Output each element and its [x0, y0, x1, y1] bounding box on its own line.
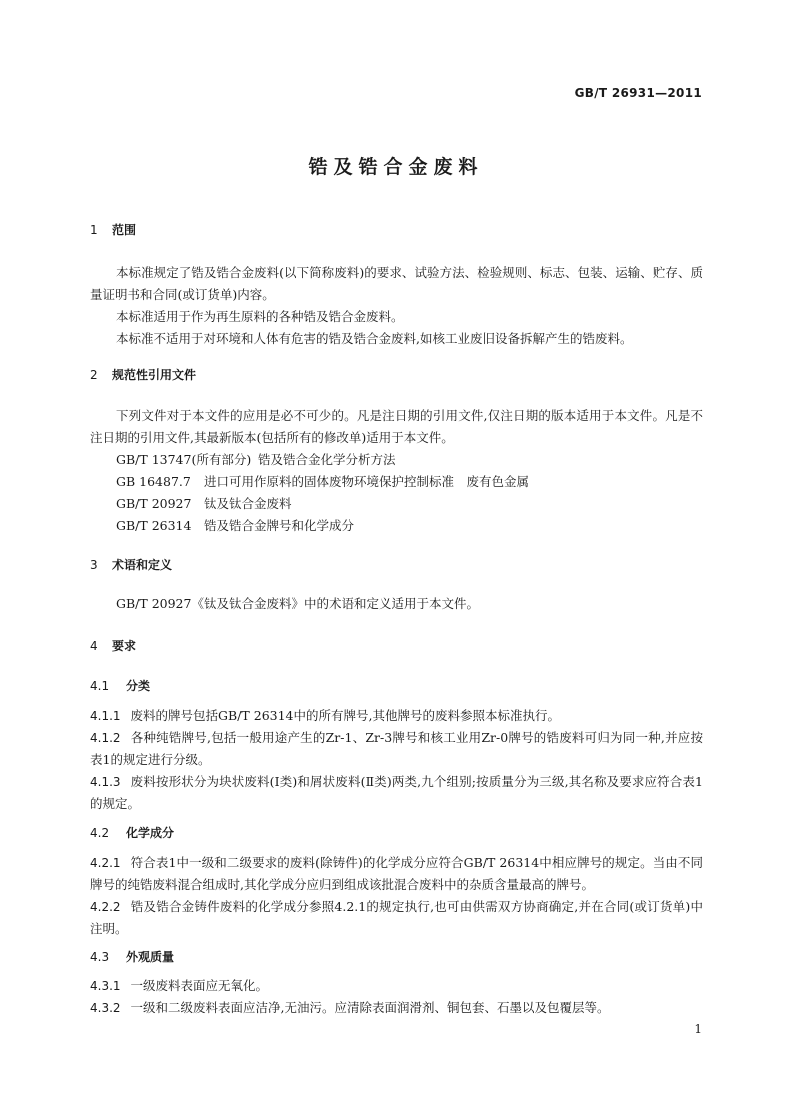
subsection-4-1-heading [90, 677, 150, 694]
document-title: 锆及锆合金废料 [308, 156, 484, 178]
section-number: 1 [90, 223, 98, 237]
subsection-number: 4.1 [90, 679, 110, 693]
section-3-heading [90, 556, 172, 573]
reference-code: GB/T 13747(所有部分) [116, 452, 252, 467]
clause-4-1-2: 4.1.2 各种纯锆牌号,包括一般用途产生的Zr-1、Zr-3牌号和核工业用Zr-0牌号的锆废料可归为同一种,并应按表1的规定进行分级。 [90, 730, 703, 767]
reference-code: GB 16487.7 [116, 474, 191, 489]
subsection-number: 4.3 [90, 950, 110, 964]
reference-code: GB/T 20927 [116, 496, 192, 511]
reference-title: 锆及锆合金化学分析方法 [258, 452, 396, 467]
reference-item [116, 515, 354, 537]
reference-item [116, 471, 529, 493]
section-number: 3 [90, 558, 98, 572]
paragraph: GB/T 20927《钛及钛合金废料》中的术语和定义适用于本文件。 [116, 596, 479, 611]
section-number: 2 [90, 368, 98, 382]
subsection-title: 外观质量 [126, 950, 175, 964]
reference-item [116, 493, 292, 515]
clause-4-2-1: 4.2.1 符合表1中一级和二级要求的废料(除铸件)的化学成分应符合GB/T 26314中相应牌号的规定。当由不同牌号的纯锆废料混合组成时,其化学成分应归到组成该批混合废料中的杂质含量最高的牌号。 [90, 855, 703, 892]
clause-4-2-2: 4.2.2 锆及锆合金铸件废料的化学成分参照4.2.1的规定执行,也可由供需双方协商确定,并在合同(或订货单)中注明。 [90, 899, 703, 936]
reference-code: GB/T 26314 [116, 518, 192, 533]
section-2-heading [90, 366, 196, 383]
section-1-heading [90, 221, 136, 238]
standard-number: GB/T 26931—2011 [574, 86, 702, 100]
reference-title: 进口可用作原料的固体废物环境保护控制标准 废有色金属 [204, 474, 530, 489]
subsection-title: 化学成分 [126, 826, 175, 840]
paragraph: 下列文件对于本文件的应用是必不可少的。凡是注日期的引用文件,仅注日期的版本适用于本文件。凡是不注日期的引用文件,其最新版本(包括所有的修改单)适用于本文件。 [90, 408, 703, 445]
reference-title: 钛及钛合金废料 [204, 496, 292, 511]
subsection-title: 分类 [126, 679, 151, 693]
reference-item [116, 449, 396, 471]
section-4-heading [90, 637, 136, 654]
subsection-number: 4.2 [90, 826, 110, 840]
subsection-4-2-heading [90, 824, 174, 841]
section-title: 规范性引用文件 [112, 368, 197, 382]
clause-4-1-3: 4.1.3 废料按形状分为块状废料(Ⅰ类)和屑状废料(Ⅱ类)两类,九个组别;按质量分为三级,其名称及要求应符合表1的规定。 [90, 774, 703, 811]
paragraph: 本标准适用于作为再生原料的各种锆及锆合金废料。 [116, 309, 404, 324]
page-number: 1 [694, 1022, 702, 1036]
section-title: 范围 [112, 223, 137, 237]
subsection-4-3-heading [90, 948, 174, 965]
paragraph: 本标准不适用于对环境和人体有危害的锆及锆合金废料,如核工业废旧设备拆解产生的锆废料。 [116, 331, 633, 346]
clause-4-3-2: 4.3.2 一级和二级废料表面应洁净,无油污。应清除表面润滑剂、铜包套、石墨以及包覆层等。 [90, 1000, 610, 1015]
paragraph: 本标准规定了锆及锆合金废料(以下简称废料)的要求、试验方法、检验规则、标志、包装、运输、贮存、质量证明书和合同(或订货单)内容。 [90, 265, 703, 302]
clause-4-3-1: 4.3.1 一级废料表面应无氧化。 [90, 978, 269, 993]
reference-title: 锆及锆合金牌号和化学成分 [204, 518, 355, 533]
clause-4-1-1: 4.1.1 废料的牌号包括GB/T 26314中的所有牌号,其他牌号的废料参照本标准执行。 [90, 708, 560, 723]
section-number: 4 [90, 639, 98, 653]
section-title: 要求 [112, 639, 137, 653]
section-title: 术语和定义 [112, 558, 173, 572]
